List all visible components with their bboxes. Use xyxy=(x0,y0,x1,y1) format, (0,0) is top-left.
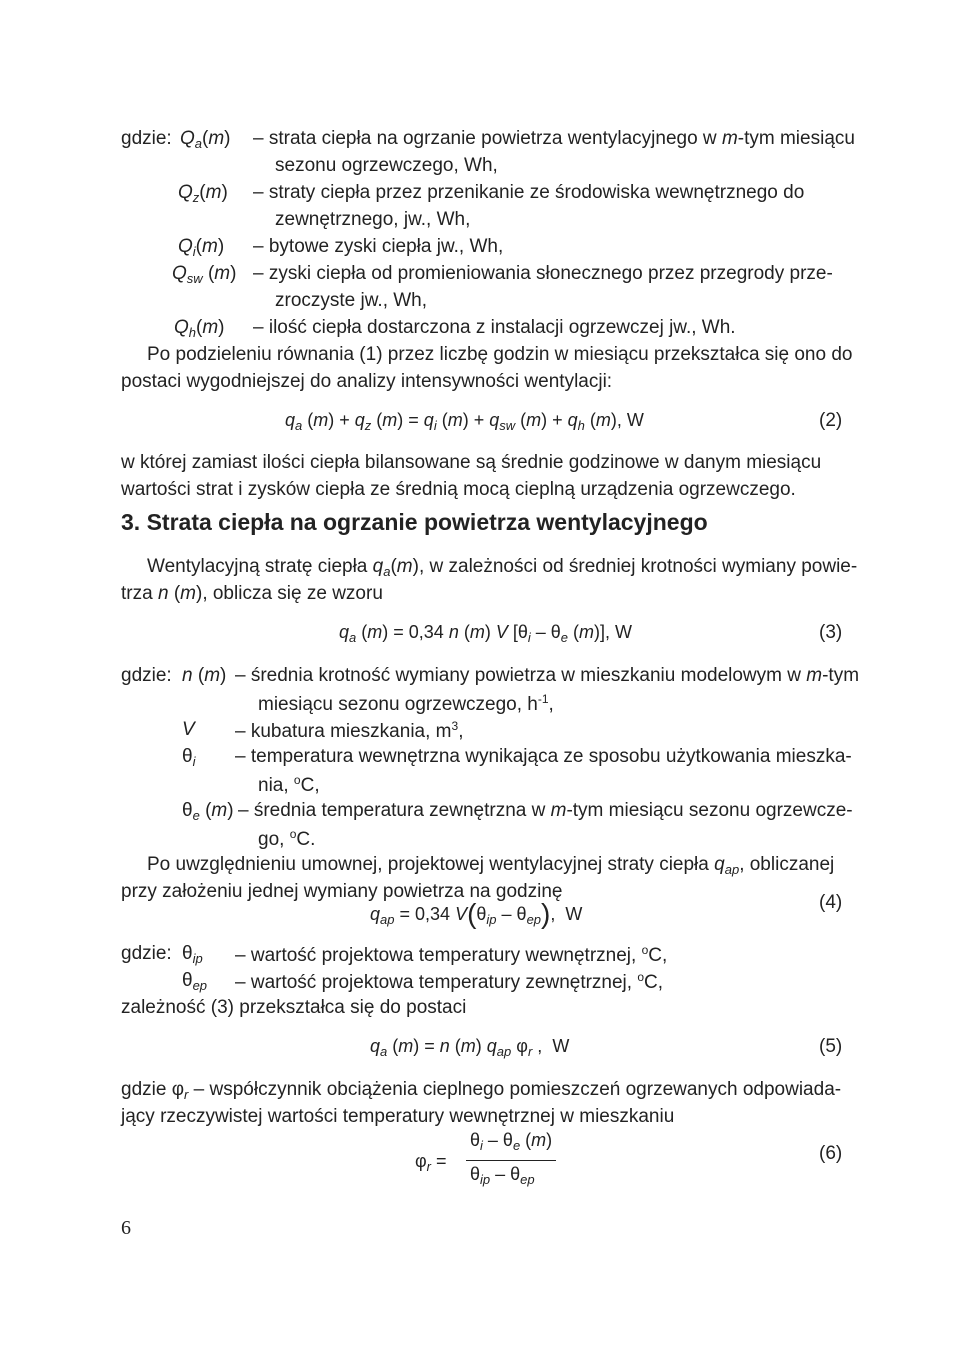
equation-6-fraction-bar xyxy=(466,1160,556,1161)
symbol-n-m: n (m) xyxy=(182,665,227,686)
paragraph1-line2: postaci wygodniejszej do analizy intensywności wentylacji: xyxy=(121,371,613,392)
equation-4: $q_{ap} = 0,34$ $V(\theta_{ip} - \theta_{ep})$, W xyxy=(370,898,583,929)
symbol-theta-ip: $\theta_{ip}$ xyxy=(182,943,203,966)
n-description-line2: miesiącu sezonu ogrzewczego, $h^{-1}$, xyxy=(258,692,554,715)
symbol-qsw-m: $Q_{sw}$ (m) xyxy=(172,263,237,286)
V-description: – kubatura mieszkania, $m^3$, xyxy=(235,719,464,742)
equation-2: $q_a$ $(m) + q_z$ $(m) = q_i$ $(m) + q_{sw}$ $(m) + q_h$ (m), W xyxy=(285,410,644,433)
qh-description: – ilość ciepła dostarczona z instalacji ogrzewczej jw., Wh. xyxy=(253,317,736,338)
section-heading: 3. Strata ciepła na ogrzanie powietrza wentylacyjnego xyxy=(121,509,708,535)
paragraph4-line2: przy założeniu jednej wymiany powietrza na godzinę xyxy=(121,881,563,902)
defs3-gdzie: gdzie: xyxy=(121,943,172,964)
theta-e-description-line2: go, $^o$C. xyxy=(258,827,316,850)
paragraph2-line1: w której zamiast ilości ciepła bilansowane są średnie godzinowe w danym miesiącu xyxy=(121,452,822,473)
equation-5-number: (5) xyxy=(819,1036,843,1057)
qi-description: – bytowe zyski ciepła jw., Wh, xyxy=(253,236,504,257)
symbol-theta-ep: $\theta_{ep}$ xyxy=(182,970,208,993)
paragraph3-line1: Wentylacyjną stratę ciepła $q_a(m)$, w zależności od średniej krotności wymiany powie- xyxy=(147,556,858,579)
equation-6-lhs: $\varphi_r$ = xyxy=(415,1151,447,1174)
theta-ip-description: – wartość projektowa temperatury wewnętrznej, $^o$C, xyxy=(235,943,668,966)
symbol-qz-m: $Q_z(m)$ xyxy=(178,182,228,205)
paragraph5-line1: gdzie $\varphi_r$ – współczynnik obciążenia cieplnego pomieszczeń ogrzewanych odpowiada- xyxy=(121,1079,842,1102)
n-description-line1: – średnia krotność wymiany powietrza w mieszkaniu modelowym w m-tym xyxy=(235,665,860,686)
equation-6-number: (6) xyxy=(819,1143,843,1164)
symbol-V: V xyxy=(182,719,195,740)
symbol-qa-m: $Q_a(m)$ xyxy=(180,128,231,151)
theta-i-description-line2: nia, $^o$C, xyxy=(258,773,320,796)
equation-6-denominator: $\theta_{ip} - \theta_{ep}$ xyxy=(470,1164,535,1187)
paragraph3-line2: trza n (m), oblicza się ze wzoru xyxy=(121,583,383,604)
qz-description-line1: – straty ciepła przez przenikanie ze środowiska wewnętrznego do xyxy=(253,182,805,203)
qa-description-line2: sezonu ogrzewczego, Wh, xyxy=(275,155,498,176)
equation-3: $q_a$ (m) = 0,34 n (m) V [$\theta_i - \theta_e$ (m)], W xyxy=(339,622,633,645)
theta-e-description-line1: – średnia temperatura zewnętrzna w m-tym miesiącu sezonu ogrzewcze- xyxy=(238,800,853,821)
paragraph4-line1: Po uwzględnieniu umownej, projektowej wentylacyjnej straty ciepła $q_{ap}$, obliczanej xyxy=(147,854,835,877)
equation-2-number: (2) xyxy=(819,410,843,431)
theta-i-description-line1: – temperatura wewnętrzna wynikająca ze sposobu użytkowania mieszka- xyxy=(235,746,852,767)
qsw-description-line2: zroczyste jw., Wh, xyxy=(275,290,428,311)
equation-5: $q_a$ (m) = n (m) $q_{ap}$ $\varphi_r$ , W xyxy=(370,1036,570,1059)
symbol-theta-i: $\theta_i$ xyxy=(182,746,196,769)
defs2-gdzie: gdzie: xyxy=(121,665,172,686)
equation-6-numerator: $\theta_i - \theta_e$ (m) xyxy=(470,1130,553,1153)
symbol-qi-m: $Q_i(m)$ xyxy=(178,236,225,259)
defs1-gdzie: gdzie: xyxy=(121,128,172,149)
equation-3-number: (3) xyxy=(819,622,843,643)
paragraph5-line2: jący rzeczywistej wartości temperatury wewnętrznej w mieszkaniu xyxy=(121,1106,675,1127)
symbol-qh-m: $Q_h(m)$ xyxy=(174,317,225,340)
symbol-theta-e-m: $\theta_e$ (m) xyxy=(182,800,234,823)
qa-description-line1: – strata ciepła na ogrzanie powietrza wentylacyjnego w m-tym miesiącu xyxy=(253,128,855,149)
paragraph2-line2: wartości strat i zysków ciepła ze średnią mocą cieplną urządzenia ogrzewczego. xyxy=(121,479,796,500)
equation-4-number: (4) xyxy=(819,892,843,913)
theta-ep-description: – wartość projektowa temperatury zewnętrznej, $^o$C, xyxy=(235,970,664,993)
qsw-description-line1: – zyski ciepła od promieniowania słonecznego przez przegrody prze- xyxy=(253,263,833,284)
zaleznosc-line: zależność (3) przekształca się do postaci xyxy=(121,997,467,1018)
page-number: 6 xyxy=(121,1217,131,1239)
paragraph1-line1: Po podzieleniu równania (1) przez liczbę godzin w miesiącu przekształca się ono do xyxy=(147,344,853,365)
qz-description-line2: zewnętrznego, jw., Wh, xyxy=(275,209,471,230)
